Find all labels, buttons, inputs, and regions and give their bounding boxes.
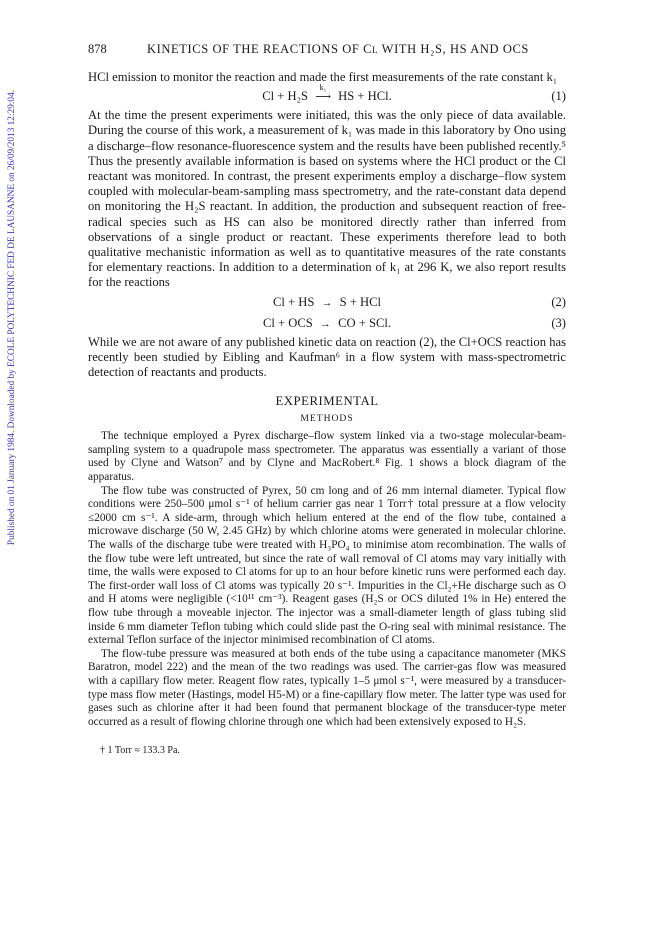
running-title: KINETICS OF THE REACTIONS OF Cl WITH H₂S, HS AND OCS (147, 42, 529, 56)
equation-2 (88, 293, 566, 312)
page-number: 878 (88, 42, 107, 56)
equation-2-number: (2) (551, 294, 566, 309)
equation-1-arrow: ⟶ (315, 91, 331, 104)
intro-paragraph-2: At the time the present experiments were initiated, this was the only piece of data available. During the course of this work, a measurement of k₁ was made in this laboratory by Ono using a discharge–flow resonance-fluorescence system and the results have been published recently.⁵ Thus the presently available information is based on systems where the HCl product or the Cl reactant was monitored. In contrast, the present experiments employ a discharge–flow system coupled with molecular-beam-sampling mass spectrometry, and the rate-constant data depend on monitoring the H₂S reactant. In addition, the production and subsequent reaction of free-radical species such as HS can also be monitored directly rather than inferred from observations of a single product or reactant. These experiments therefore lead to both qualitative mechanistic information as well as to quantitative measures of the rate constants for elementary reactions. In addition to a determination of k₁ at 296 K, we also report results for the reactions (88, 108, 566, 290)
equation-1-number: (1) (551, 89, 566, 104)
equation-1-rhs: HS + HCl. (338, 89, 392, 104)
equation-3-arrow: → (319, 317, 331, 330)
equation-1-rate-label: k₁ (319, 83, 327, 93)
methods-body (88, 430, 566, 729)
article-page (88, 42, 566, 756)
section-heading-experimental: EXPERIMENTAL (275, 394, 379, 409)
methods-paragraph-1: The technique employed a Pyrex discharge–flow system linked via a two-stage molecular-beam-sampling system to a quadrupole mass spectrometer. The apparatus was essentially a variant of those used by Clyne and Watson⁷ and by Clyne and MacRobert.⁸ Fig. 1 shows a block diagram of the apparatus. (88, 430, 566, 484)
download-watermark (2, 30, 24, 605)
equation-3-lhs: Cl + OCS (262, 315, 313, 330)
methods-paragraph-2: The flow tube was constructed of Pyrex, 50 cm long and of 26 mm internal diameter. Typical flow conditions were 250–500 μmol s⁻¹ of helium carrier gas near 1 Torr† total pressure at a flow velocity ≤2000 cm s⁻¹. A side-arm, through which helium entered at the end of the flow tube, contained a microwave discharge (50 W, 2.45 GHz) by which chlorine atoms were generated in molecular chlorine. The walls of the discharge tube were treated with H₃PO₄ to minimise atom recombination. The walls of the flow tube were left untreated, but since the rate of wall removal of Cl atoms may vary initially with time, the walls were exposed to Cl atoms for up to an hour before kinetic runs were performed each day. The first-order wall loss of Cl atoms was typically 20 s⁻¹. Impurities in the Cl₂+He discharge such as O and H atoms were negligible (<10¹¹ cm⁻³). Reagent gases (H₂S or OCS diluted 1% in He) entered the flow tube through a moveable injector. The injector was a small-diameter length of glass tubing slid inside 6 mm diameter Teflon tubing which could slide past the O-ring seal with minimal resistance. The external Teflon surface of the injector minimised recombination of Cl atoms. (88, 484, 566, 647)
running-header (88, 42, 566, 60)
download-watermark-text: Published on 01 January 1984. Downloaded by ECOLE POLYTECHNIC FED DE LAUSANNE on 26/09/2013 12:29:04. (7, 89, 17, 546)
equation-1 (88, 83, 566, 106)
equation-3-rhs: CO + SCl. (338, 315, 392, 330)
subsection-heading-methods: METHODS (300, 413, 354, 425)
intro-paragraph-3: While we are not aware of any published kinetic data on reaction (2), the Cl+OCS reaction has recently been studied by Eibling and Kaufman⁶ in a flow system with mass-spectrometric detection of reactants and products. (88, 334, 566, 380)
equation-3-number: (3) (551, 315, 566, 330)
equation-2-arrow: → (321, 296, 333, 309)
footnote: † 1 Torr ≈ 133.3 Pa. (100, 745, 180, 757)
equation-3 (88, 314, 566, 333)
equation-1-lhs: Cl + H₂S (262, 89, 309, 104)
equation-2-rhs: S + HCl (339, 294, 382, 309)
intro-paragraph-1: HCl emission to monitor the reaction and made the first measurements of the rate constant k₁ (88, 70, 558, 84)
methods-paragraph-3: The flow-tube pressure was measured at both ends of the tube using a capacitance manometer (MKS Baratron, model 222) and the mean of the two readings was used. The carrier-gas flow was measured with a capillary flow meter. Reagent flow rates, typically 1–5 μmol s⁻¹, were measured by a transducer-type mass flow meter (Hastings, model H5-M) or a fine-capillary flow meter. The latter type was used for gases such as chlorine after it had been found that permanent blockage of the transducer-type meter occurred as a result of flowing chlorine through one which had been extensively exposed to H₂S. (88, 647, 566, 728)
equation-2-lhs: Cl + HS (272, 294, 315, 309)
